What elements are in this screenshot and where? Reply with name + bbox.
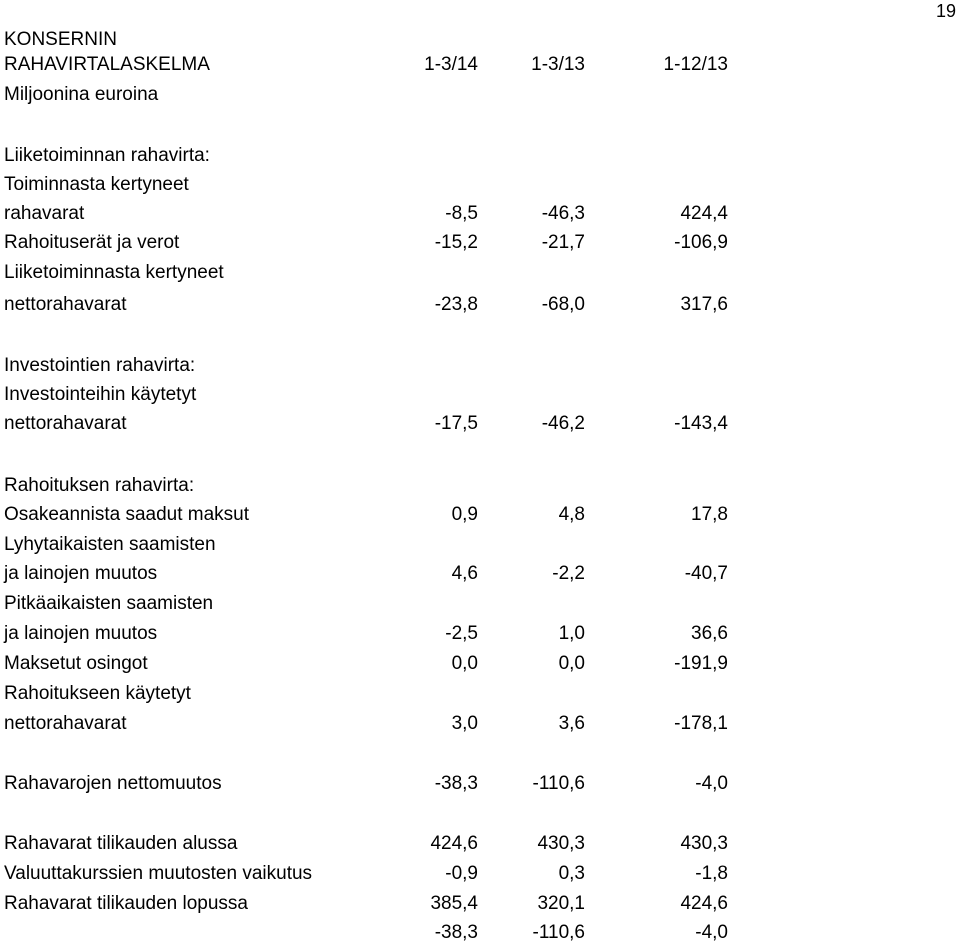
table-row (0, 409, 960, 439)
value-cell: 3,0 (451, 713, 478, 734)
row-label: rahavarat (4, 203, 85, 224)
table-row (0, 500, 960, 530)
table-row (0, 709, 960, 739)
value-cell: 17,8 (691, 504, 728, 525)
value-cell: 36,6 (691, 623, 728, 644)
value-cell: -38,3 (434, 773, 478, 794)
section-heading-operating (0, 141, 960, 171)
value-cell: 0,9 (451, 504, 478, 525)
column-header-1-3-13: 1-3/13 (531, 54, 585, 75)
page-number: 19 (935, 1, 956, 21)
value-cell: -23,8 (434, 294, 478, 315)
row-label: Investointeihin käytetyt (4, 384, 197, 405)
value-cell: 430,3 (537, 833, 585, 854)
row-label: nettorahavarat (4, 413, 127, 434)
row-label: Rahavarojen nettomuutos (4, 773, 222, 794)
table-row (0, 530, 960, 560)
value-cell: 0,3 (558, 863, 585, 884)
value-cell: -8,5 (445, 203, 478, 224)
row-label: Rahoituserät ja verot (4, 232, 180, 253)
value-cell: -106,9 (674, 232, 728, 253)
row-label: Rahavarat tilikauden alussa (4, 833, 238, 854)
value-cell: -110,6 (532, 922, 585, 943)
value-cell: 424,6 (680, 893, 728, 914)
report-title-2: RAHAVIRTALASKELMA (4, 54, 210, 75)
value-cell: -0,9 (445, 863, 478, 884)
table-row (0, 889, 960, 919)
value-cell: -143,4 (674, 413, 728, 434)
row-label: Lyhytaikaisten saamisten (4, 534, 216, 555)
value-cell: 317,6 (680, 294, 728, 315)
value-cell: 4,6 (451, 563, 478, 584)
table-row (0, 559, 960, 589)
value-cell: -17,5 (434, 413, 478, 434)
section-heading-label: Liiketoiminnan rahavirta: (4, 145, 210, 166)
value-cell: 0,0 (558, 653, 585, 674)
value-cell: 1,0 (558, 623, 585, 644)
value-cell: -4,0 (695, 773, 728, 794)
row-label: nettorahavarat (4, 713, 127, 734)
row-label: ja lainojen muutos (4, 563, 158, 584)
value-cell: 3,6 (558, 713, 585, 734)
report-title-1: KONSERNIN (4, 29, 117, 50)
table-row (0, 258, 960, 288)
table-row (0, 199, 960, 229)
value-cell: -15,2 (434, 232, 478, 253)
value-cell: -46,2 (541, 413, 585, 434)
value-cell: 430,3 (680, 833, 728, 854)
value-cell: 385,4 (430, 893, 478, 914)
table-row (0, 228, 960, 258)
value-cell: -110,6 (532, 773, 585, 794)
table-row (0, 290, 960, 320)
row-label: Liiketoiminnasta kertyneet (4, 262, 224, 283)
section-heading-label: Investointien rahavirta: (4, 355, 196, 376)
value-cell: -38,3 (434, 922, 478, 943)
table-row (0, 619, 960, 649)
value-cell: 320,1 (537, 893, 585, 914)
row-label: nettorahavarat (4, 294, 127, 315)
table-row (0, 649, 960, 679)
table-row-check (0, 918, 960, 948)
value-cell: -4,0 (695, 922, 728, 943)
row-label: Toiminnasta kertyneet (4, 174, 189, 195)
value-cell: -191,9 (674, 653, 728, 674)
value-cell: -178,1 (674, 713, 728, 734)
row-label: Pitkäaikaisten saamisten (4, 593, 214, 614)
report-unit-line (0, 80, 960, 110)
row-label: Rahavarat tilikauden lopussa (4, 893, 248, 914)
table-row (0, 829, 960, 859)
table-row-net-change (0, 769, 960, 799)
value-cell: 4,8 (558, 504, 585, 525)
table-row (0, 589, 960, 619)
value-cell: -68,0 (541, 294, 585, 315)
value-cell: -2,5 (445, 623, 478, 644)
value-cell: 0,0 (451, 653, 478, 674)
table-row (0, 859, 960, 889)
section-heading-label: Rahoituksen rahavirta: (4, 475, 195, 496)
value-cell: -40,7 (684, 563, 728, 584)
row-label: Maksetut osingot (4, 653, 148, 674)
row-label: ja lainojen muutos (4, 623, 158, 644)
column-header-1-3-14: 1-3/14 (424, 54, 478, 75)
value-cell: -46,3 (541, 203, 585, 224)
value-cell: 424,4 (680, 203, 728, 224)
section-heading-investing (0, 351, 960, 381)
row-label: Rahoitukseen käytetyt (4, 683, 191, 704)
row-label: Osakeannista saadut maksut (4, 504, 250, 525)
value-cell: -21,7 (541, 232, 585, 253)
table-row (0, 170, 960, 200)
value-cell: -2,2 (552, 563, 585, 584)
report-title-line-2 (0, 50, 960, 80)
row-label: Valuuttakurssien muutosten vaikutus (4, 863, 313, 884)
section-heading-financing (0, 471, 960, 501)
column-header-1-12-13: 1-12/13 (663, 54, 728, 75)
table-row (0, 679, 960, 709)
value-cell: -1,8 (695, 863, 728, 884)
value-cell: 424,6 (430, 833, 478, 854)
table-row (0, 380, 960, 410)
report-unit: Miljoonina euroina (4, 84, 159, 105)
